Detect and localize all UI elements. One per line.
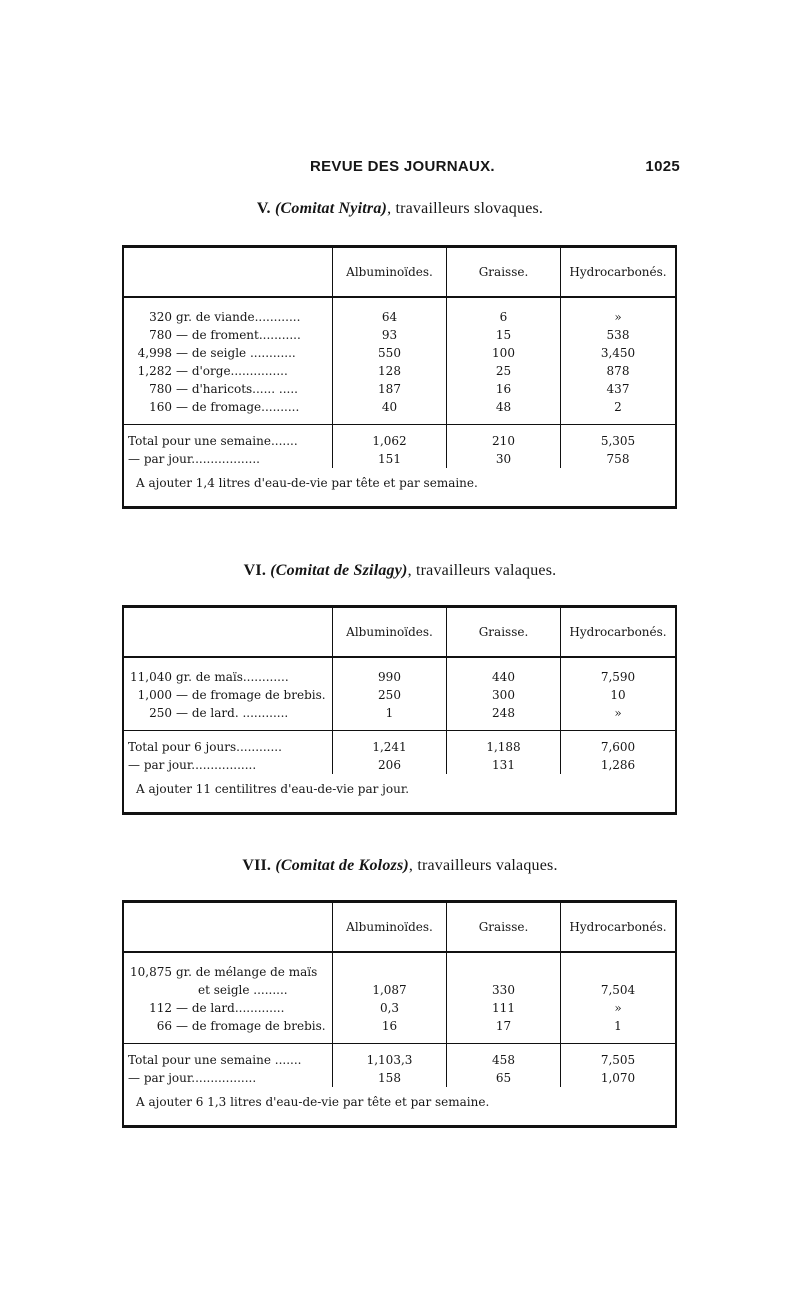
cell-graisse: 1,188 xyxy=(447,731,561,757)
table-row xyxy=(123,398,676,425)
cell-hydrocarbones: 10 xyxy=(561,686,677,704)
row-quantity: 4,998 xyxy=(137,346,172,360)
section-number: VII. xyxy=(242,857,272,874)
cell-hydrocarbones: » xyxy=(561,704,677,731)
cell-graisse: 111 xyxy=(447,999,561,1017)
row-label: gr. de maïs............ xyxy=(176,670,289,684)
cell-albuminoides: 158 xyxy=(333,1069,447,1087)
section-region: (Comitat de Kolozs) xyxy=(275,857,409,874)
cell-hydrocarbones: 758 xyxy=(561,450,677,468)
cell-hydrocarbones: 7,600 xyxy=(561,731,677,757)
table-row xyxy=(123,657,676,686)
cell-hydrocarbones: 2 xyxy=(561,398,677,425)
table-note: A ajouter 11 centilitres d'eau-de-vie par jour. xyxy=(136,782,410,796)
cell-graisse: 131 xyxy=(447,756,561,774)
section-workers: , travailleurs valaques. xyxy=(408,857,558,874)
table-row xyxy=(123,999,676,1017)
row-quantity: 1,282 xyxy=(137,364,172,378)
header-blank xyxy=(123,247,333,298)
section-workers: , travailleurs valaques. xyxy=(407,562,557,579)
table-row xyxy=(123,686,676,704)
total-label: Total pour une semaine....... xyxy=(123,425,333,451)
row-label: — d'haricots...... ..... xyxy=(176,382,298,396)
cell-graisse: 440 xyxy=(447,657,561,686)
note-row xyxy=(123,774,676,814)
section-workers: , travailleurs slovaques. xyxy=(387,200,544,217)
table-row xyxy=(123,704,676,731)
section-region: (Comitat Nyitra) xyxy=(274,200,388,217)
header-blank xyxy=(123,607,333,658)
table-row xyxy=(123,326,676,344)
row-label: — de lard............. xyxy=(176,1001,285,1015)
cell-graisse: 16 xyxy=(447,380,561,398)
row-quantity: 112 xyxy=(149,1001,172,1015)
row-quantity: 250 xyxy=(149,706,172,720)
row-label: gr. de viande............ xyxy=(176,310,301,324)
table-header-row xyxy=(123,247,676,298)
column-header-albuminoides: Albuminoïdes. xyxy=(333,607,447,658)
column-header-graisse: Graisse. xyxy=(447,902,561,953)
cell-hydrocarbones: 878 xyxy=(561,362,677,380)
table-row xyxy=(123,380,676,398)
cell-graisse: 65 xyxy=(447,1069,561,1087)
cell-hydrocarbones: 5,305 xyxy=(561,425,677,451)
table-header-row xyxy=(123,607,676,658)
cell-graisse: 100 xyxy=(447,344,561,362)
cell-hydrocarbones: 7,504 xyxy=(561,952,677,999)
row-label: — de fromage de brebis. xyxy=(176,1019,326,1033)
table-row xyxy=(123,1017,676,1044)
row-label-continuation: et seigle ......... xyxy=(198,983,288,997)
per-day-row xyxy=(123,1069,676,1087)
cell-albuminoides: 40 xyxy=(333,398,447,425)
section-number: V. xyxy=(256,200,271,217)
row-quantity: 11,040 xyxy=(130,670,172,684)
diet-table-vi xyxy=(122,605,677,815)
section-region: (Comitat de Szilagy) xyxy=(270,562,408,579)
page-number: 1025 xyxy=(645,158,680,175)
table-row xyxy=(123,362,676,380)
column-header-hydrocarbones: Hydrocarbonés. xyxy=(561,247,677,298)
section-number: VI. xyxy=(243,562,267,579)
cell-hydrocarbones: 7,505 xyxy=(561,1044,677,1070)
cell-graisse: 330 xyxy=(447,952,561,999)
column-header-graisse: Graisse. xyxy=(447,247,561,298)
note-row xyxy=(123,1087,676,1127)
per-day-row xyxy=(123,756,676,774)
row-quantity: 66 xyxy=(156,1019,172,1033)
row-quantity: 160 xyxy=(149,400,172,414)
diet-table-v xyxy=(122,245,677,509)
cell-graisse: 458 xyxy=(447,1044,561,1070)
row-label: — de froment........... xyxy=(176,328,301,342)
total-row xyxy=(123,731,676,757)
cell-albuminoides: 1 xyxy=(333,704,447,731)
column-header-hydrocarbones: Hydrocarbonés. xyxy=(561,902,677,953)
column-header-hydrocarbones: Hydrocarbonés. xyxy=(561,607,677,658)
table-note: A ajouter 6 1,3 litres d'eau-de-vie par tête et par semaine. xyxy=(136,1095,490,1109)
per-day-label: — par jour.................. xyxy=(128,452,260,466)
row-label: — de fromage de brebis. xyxy=(176,688,326,702)
row-quantity: 1,000 xyxy=(137,688,172,702)
table-row xyxy=(123,952,676,999)
section-title-vii xyxy=(120,857,680,875)
row-label: — de fromage.......... xyxy=(176,400,300,414)
table-header-row xyxy=(123,902,676,953)
cell-albuminoides: 187 xyxy=(333,380,447,398)
cell-graisse: 15 xyxy=(447,326,561,344)
cell-hydrocarbones: 538 xyxy=(561,326,677,344)
cell-hydrocarbones: 1 xyxy=(561,1017,677,1044)
cell-hydrocarbones: 1,286 xyxy=(561,756,677,774)
row-label: — de seigle ............ xyxy=(176,346,296,360)
total-label: Total pour une semaine ....... xyxy=(123,1044,333,1070)
cell-albuminoides: 16 xyxy=(333,1017,447,1044)
cell-graisse: 6 xyxy=(447,297,561,326)
row-label: — de lard. ............ xyxy=(176,706,289,720)
cell-hydrocarbones: » xyxy=(561,297,677,326)
cell-albuminoides: 93 xyxy=(333,326,447,344)
cell-hydrocarbones: 1,070 xyxy=(561,1069,677,1087)
note-row xyxy=(123,468,676,508)
table-row xyxy=(123,344,676,362)
row-label: — d'orge............... xyxy=(176,364,288,378)
page-header xyxy=(120,158,680,182)
row-quantity: 780 xyxy=(149,382,172,396)
cell-albuminoides: 0,3 xyxy=(333,999,447,1017)
header-blank xyxy=(123,902,333,953)
total-row xyxy=(123,425,676,451)
cell-graisse: 30 xyxy=(447,450,561,468)
total-label: Total pour 6 jours............ xyxy=(123,731,333,757)
table-row xyxy=(123,297,676,326)
cell-albuminoides: 206 xyxy=(333,756,447,774)
row-label: gr. de mélange de maïs xyxy=(176,965,318,979)
row-quantity: 10,875 xyxy=(130,965,172,979)
row-quantity: 320 xyxy=(149,310,172,324)
cell-albuminoides: 64 xyxy=(333,297,447,326)
cell-albuminoides: 250 xyxy=(333,686,447,704)
cell-graisse: 17 xyxy=(447,1017,561,1044)
section-title-vi xyxy=(120,562,680,580)
cell-graisse: 25 xyxy=(447,362,561,380)
table-note: A ajouter 1,4 litres d'eau-de-vie par tête et par semaine. xyxy=(136,476,478,490)
cell-albuminoides: 990 xyxy=(333,657,447,686)
cell-hydrocarbones: 7,590 xyxy=(561,657,677,686)
cell-albuminoides: 1,241 xyxy=(333,731,447,757)
per-day-label: — par jour................. xyxy=(128,1071,257,1085)
per-day-row xyxy=(123,450,676,468)
column-header-albuminoides: Albuminoïdes. xyxy=(333,902,447,953)
cell-albuminoides: 128 xyxy=(333,362,447,380)
total-row xyxy=(123,1044,676,1070)
cell-hydrocarbones: 437 xyxy=(561,380,677,398)
column-header-graisse: Graisse. xyxy=(447,607,561,658)
cell-hydrocarbones: » xyxy=(561,999,677,1017)
cell-hydrocarbones: 3,450 xyxy=(561,344,677,362)
diet-table-vii xyxy=(122,900,677,1128)
cell-graisse: 48 xyxy=(447,398,561,425)
per-day-label: — par jour................. xyxy=(128,758,257,772)
cell-graisse: 300 xyxy=(447,686,561,704)
cell-albuminoides: 1,103,3 xyxy=(333,1044,447,1070)
cell-albuminoides: 151 xyxy=(333,450,447,468)
running-title: REVUE DES JOURNAUX. xyxy=(310,158,495,175)
cell-albuminoides: 550 xyxy=(333,344,447,362)
cell-graisse: 210 xyxy=(447,425,561,451)
cell-albuminoides: 1,062 xyxy=(333,425,447,451)
cell-graisse: 248 xyxy=(447,704,561,731)
column-header-albuminoides: Albuminoïdes. xyxy=(333,247,447,298)
row-quantity: 780 xyxy=(149,328,172,342)
cell-albuminoides: 1,087 xyxy=(333,952,447,999)
section-title-v xyxy=(120,200,680,218)
